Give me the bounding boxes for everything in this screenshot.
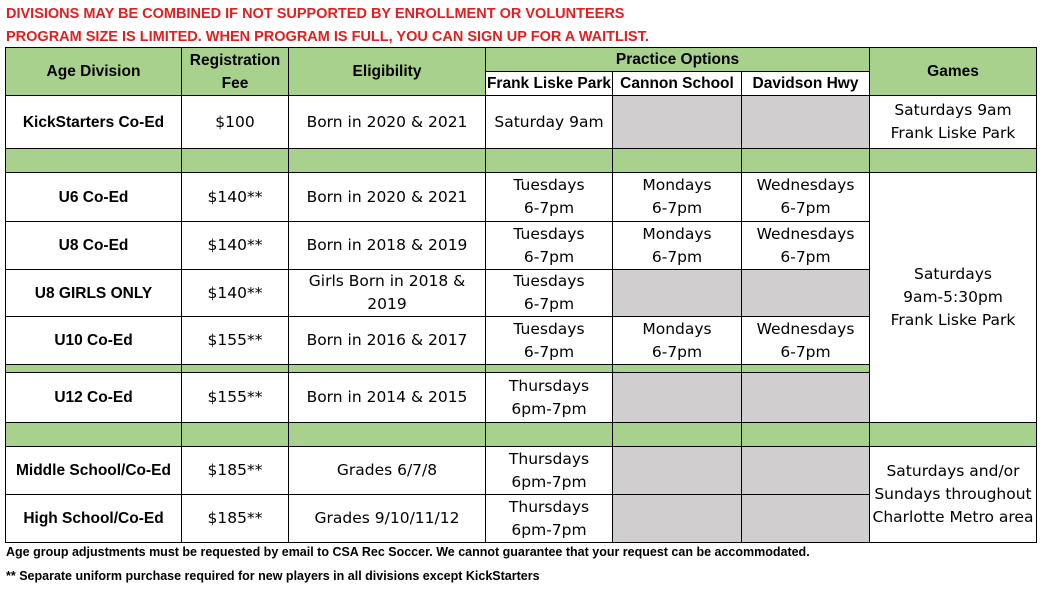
- practice-day: Thursdays: [508, 449, 590, 468]
- practice-day: Tuesdays: [513, 176, 585, 194]
- practice-davidson-empty: [742, 96, 870, 149]
- header-registration-fee: [182, 48, 289, 96]
- practice-time: 6-7pm: [780, 247, 831, 266]
- registration-fee: $155**: [182, 373, 289, 423]
- division-name: U10 Co-Ed: [6, 317, 182, 365]
- games-line: 9am-5:30pm: [903, 288, 1003, 306]
- division-name: Middle School/Co-Ed: [6, 447, 182, 495]
- header-row: [6, 48, 1037, 72]
- division-name: U6 Co-Ed: [6, 173, 182, 222]
- footnote-age-adjustments: Age group adjustments must be requested by email to CSA Rec Soccer. We cannot guarantee that your request can be accommodated.: [6, 545, 810, 559]
- eligibility: Born in 2016 & 2017: [289, 317, 486, 365]
- practice-davidson-empty: [742, 373, 870, 423]
- practice-frank-liske: [486, 270, 613, 317]
- spacer-row: [6, 423, 1037, 447]
- registration-fee: $140**: [182, 173, 289, 222]
- division-name: U12 Co-Ed: [6, 373, 182, 423]
- header-age-division: Age Division: [6, 48, 182, 96]
- header-frank-liske-park: Frank Liske Park: [486, 72, 613, 96]
- registration-fee: $140**: [182, 270, 289, 317]
- table-row: [6, 96, 1037, 149]
- practice-time: 6-7pm: [651, 199, 703, 217]
- eligibility: Girls Born in 2018 & 2019: [289, 270, 486, 317]
- division-name: KickStarters Co-Ed: [6, 96, 182, 149]
- games-kickstarters: [870, 96, 1037, 149]
- eligibility: Born in 2018 & 2019: [289, 222, 486, 270]
- practice-day: Tuesdays: [513, 272, 585, 290]
- spacer-row: [6, 149, 1037, 173]
- practice-time: 6-7pm: [523, 342, 575, 361]
- practice-frank-liske: Saturday 9am: [486, 96, 613, 149]
- header-practice-options: Practice Options: [486, 48, 870, 72]
- footnote-uniform: ** Separate uniform purchase required for new players in all divisions except KickStarters: [6, 569, 540, 583]
- practice-davidson: [742, 222, 870, 270]
- division-name: U8 GIRLS ONLY: [6, 270, 182, 317]
- registration-fee: $185**: [182, 495, 289, 543]
- games-line: Frank Liske Park: [890, 311, 1016, 329]
- practice-time: 6-7pm: [780, 199, 831, 217]
- practice-day: Wednesdays: [756, 176, 855, 194]
- games-school: [870, 447, 1037, 543]
- practice-cannon-empty: [613, 447, 742, 495]
- practice-cannon-empty: [613, 270, 742, 317]
- practice-davidson-empty: [742, 270, 870, 317]
- games-line: Frank Liske Park: [890, 124, 1016, 142]
- practice-time: 6-7pm: [523, 295, 575, 313]
- practice-time: 6-7pm: [651, 342, 703, 361]
- practice-frank-liske: [486, 495, 613, 543]
- practice-frank-liske: [486, 173, 613, 222]
- practice-time: 6-7pm: [651, 247, 703, 266]
- practice-day: Wednesdays: [756, 224, 855, 243]
- schedule-table: [5, 47, 1037, 543]
- header-games: Games: [870, 48, 1037, 96]
- practice-day: Mondays: [642, 176, 712, 194]
- table-row: [6, 447, 1037, 495]
- notice-combined-divisions: DIVISIONS MAY BE COMBINED IF NOT SUPPORTED BY ENROLLMENT OR VOLUNTEERS: [6, 6, 625, 22]
- header-fee: Fee: [221, 74, 249, 92]
- table-row: [6, 173, 1037, 222]
- practice-frank-liske: [486, 447, 613, 495]
- practice-time: 6pm-7pm: [511, 399, 587, 418]
- practice-cannon: [613, 173, 742, 222]
- practice-time: 6-7pm: [523, 247, 575, 266]
- practice-cannon: [613, 222, 742, 270]
- practice-cannon-empty: [613, 373, 742, 423]
- header-cannon-school: Cannon School: [613, 72, 742, 96]
- practice-davidson-empty: [742, 447, 870, 495]
- registration-fee: $185**: [182, 447, 289, 495]
- games-line: Saturdays: [914, 265, 992, 283]
- practice-frank-liske: [486, 373, 613, 423]
- eligibility: Grades 9/10/11/12: [289, 495, 486, 543]
- practice-cannon-empty: [613, 495, 742, 543]
- practice-time: 6-7pm: [780, 342, 831, 361]
- practice-time: 6pm-7pm: [511, 472, 587, 491]
- practice-davidson: [742, 173, 870, 222]
- games-line: Saturdays and/or: [886, 462, 1020, 480]
- practice-day: Mondays: [642, 224, 712, 243]
- practice-davidson: [742, 317, 870, 365]
- games-line: Sundays throughout: [874, 485, 1032, 503]
- games-line: Saturdays 9am: [894, 101, 1012, 119]
- header-eligibility: Eligibility: [289, 48, 486, 96]
- practice-davidson-empty: [742, 495, 870, 543]
- practice-frank-liske: [486, 222, 613, 270]
- eligibility: Grades 6/7/8: [289, 447, 486, 495]
- practice-day: Wednesdays: [756, 319, 855, 338]
- games-line: Charlotte Metro area: [872, 508, 1034, 526]
- eligibility: Born in 2020 & 2021: [289, 173, 486, 222]
- practice-day: Tuesdays: [513, 319, 585, 338]
- practice-day: Thursdays: [508, 497, 590, 516]
- header-davidson-hwy: Davidson Hwy: [742, 72, 870, 96]
- practice-day: Mondays: [642, 319, 712, 338]
- practice-time: 6pm-7pm: [511, 520, 587, 539]
- registration-fee: $100: [182, 96, 289, 149]
- practice-time: 6-7pm: [523, 199, 575, 217]
- registration-fee: $140**: [182, 222, 289, 270]
- practice-day: Tuesdays: [513, 224, 585, 243]
- practice-cannon: [613, 317, 742, 365]
- eligibility: Born in 2014 & 2015: [289, 373, 486, 423]
- registration-fee: $155**: [182, 317, 289, 365]
- eligibility: Born in 2020 & 2021: [289, 96, 486, 149]
- division-name: U8 Co-Ed: [6, 222, 182, 270]
- division-name: High School/Co-Ed: [6, 495, 182, 543]
- header-registration: Registration: [189, 51, 281, 69]
- practice-cannon-empty: [613, 96, 742, 149]
- games-youth: [870, 173, 1037, 423]
- notice-waitlist: PROGRAM SIZE IS LIMITED. WHEN PROGRAM IS FULL, YOU CAN SIGN UP FOR A WAITLIST.: [6, 29, 649, 45]
- practice-frank-liske: [486, 317, 613, 365]
- practice-day: Thursdays: [508, 376, 590, 395]
